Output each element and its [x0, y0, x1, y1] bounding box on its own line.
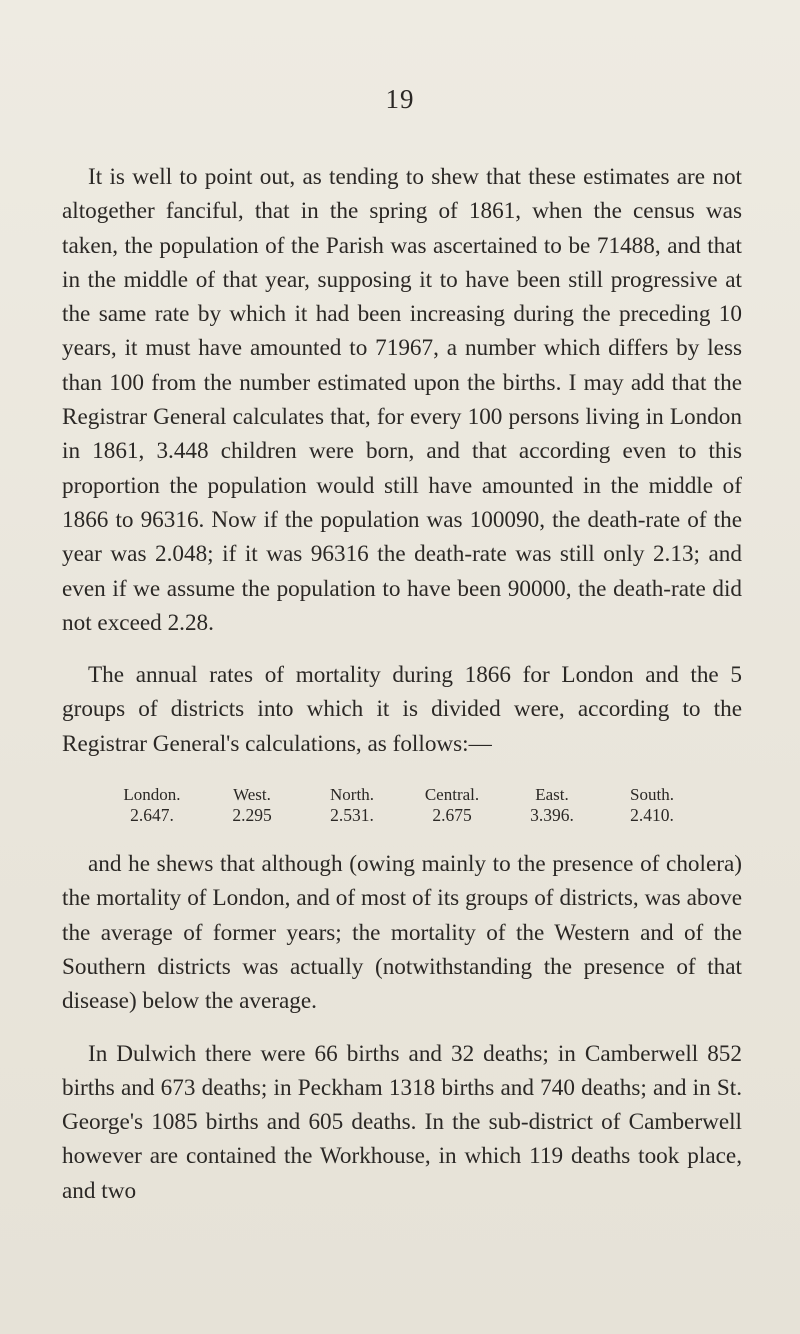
paragraph-estimates: It is well to point out, as tending to shew that these estimates are not altogether fanciful, that in the spring of 1861, when the census was taken, the population of the Parish was ascertained to be 71488, and that in the middle of that year, supposing it to have been still progressive at the same rate by which it had been increasing during the preceding 10 years, it must have amounted to 71967, a number which differs by less than 100 from the number estimated upon the births. I may add that the Registrar General calculates that, for every 100 persons living in London in 1861, 3.448 children were born, and that according even to this proportion the population would still have amounted in the middle of 1866 to 96316. Now if the population was 100090, the death-rate of the year was 2.048; if it was 96316 the death-rate was still only 2.13; and even if we assume the population to have been 90000, the death-rate did not exceed 2.28. — [62, 164, 742, 636]
paragraph-cholera: and he shews that although (owing mainly to the presence of cholera) the mortality of London, and of most of its groups of districts, was above the average of former years; the mortality of the Western and of the Southern districts was actually (notwithstanding the presence of that disease) below the average. — [62, 851, 742, 1015]
paragraph-districts: In Dulwich there were 66 births and 32 deaths; in Camberwell 852 births and 673 deaths; in Peckham 1318 births and 740 deaths; and in St. George's 1085 births and 605 deaths. In the sub-district of Camberwell however are contained the Workhouse, in which 119 deaths took place, and two — [62, 1040, 742, 1204]
paragraph-mortality-intro: The annual rates of mortality during 1866 for London and the 5 groups of districts into which it is divided were, according to the Registrar General's calculations, as follows:— — [62, 662, 742, 757]
page-number: 19 — [385, 84, 415, 114]
header-east: East. — [535, 785, 569, 805]
value-west: 2.295 — [232, 805, 272, 826]
mortality-rates-table — [102, 775, 702, 835]
table-row — [102, 805, 702, 835]
header-south: South. — [630, 785, 674, 805]
header-central: Central. — [424, 785, 480, 805]
header-london: London. — [123, 785, 181, 805]
value-north: 2.531. — [330, 805, 374, 826]
value-london: 2.647. — [130, 805, 174, 826]
header-west: West. — [233, 785, 271, 805]
header-north: North. — [330, 785, 374, 805]
body-text — [62, 160, 742, 1208]
value-south: 2.410. — [630, 805, 674, 826]
table-header-row — [102, 775, 702, 805]
value-east: 3.396. — [530, 805, 574, 826]
value-central: 2.675 — [432, 805, 472, 826]
